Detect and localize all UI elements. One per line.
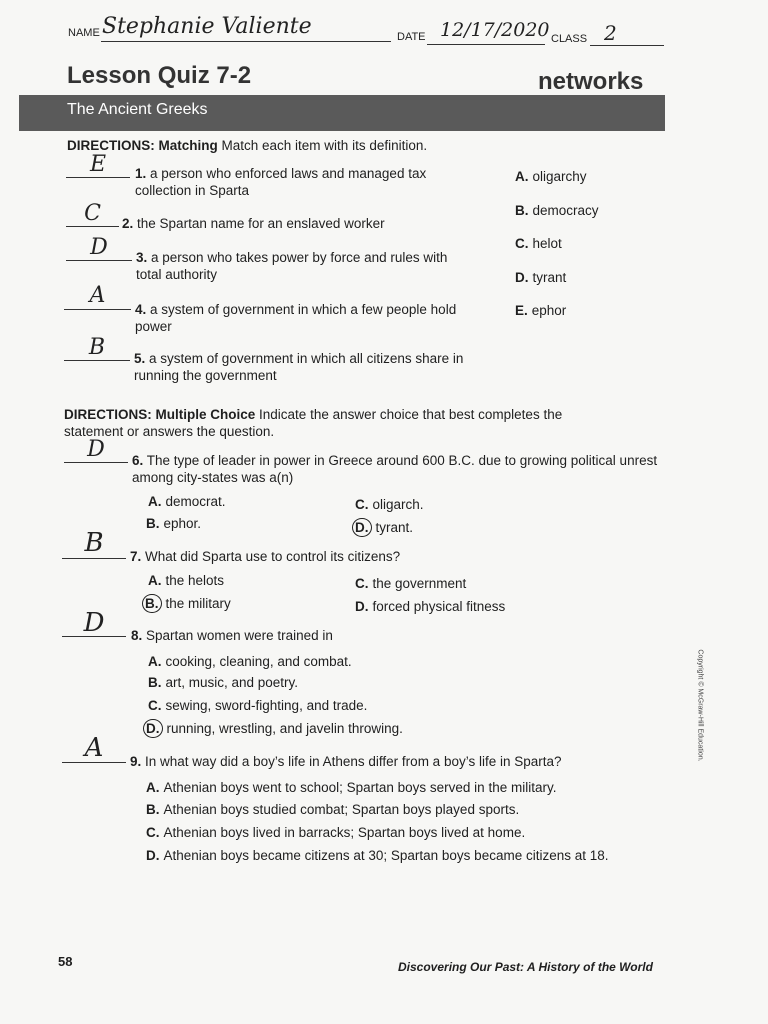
- q6-choice-c: C. oligarch.: [355, 497, 424, 512]
- matching-item-4: 4. a system of government in which a few people hold power: [135, 302, 457, 334]
- answer-1: E: [89, 152, 107, 177]
- answer-7: B: [84, 528, 104, 558]
- date-value: 12/17/2020: [440, 19, 550, 41]
- question-6: 6. The type of leader in power in Greece around 600 B.C. due to growing political unrest among city-states was a(n): [132, 453, 658, 485]
- answer-5: B: [88, 335, 106, 360]
- quiz-title: Lesson Quiz 7-2: [67, 62, 252, 89]
- q9-choice-a: A. Athenian boys went to school; Spartan boys served in the military.: [146, 780, 557, 795]
- option-e: E. ephor: [515, 303, 567, 318]
- copyright-note: Copyright © McGraw-Hill Education.: [696, 649, 704, 762]
- answer-3: D: [90, 235, 108, 260]
- matching-item-2: 2. the Spartan name for an enslaved worker: [122, 216, 385, 231]
- answer-6: D: [87, 437, 105, 462]
- answer-9: A: [84, 733, 104, 763]
- matching-directions-label: DIRECTIONS: Matching: [67, 138, 218, 153]
- q7-choice-b: B. the military: [142, 594, 231, 613]
- q7-choice-d: D. forced physical fitness: [355, 599, 506, 614]
- page-number: 58: [58, 954, 73, 969]
- matching-item-5: 5. a system of government in which all citizens share in running the government: [134, 351, 464, 383]
- answer-8: D: [83, 608, 105, 638]
- option-d: D. tyrant: [515, 270, 567, 285]
- q8-choice-d: D. running, wrestling, and javelin throwing.: [143, 719, 403, 738]
- q6-choice-a: A. democrat.: [148, 494, 226, 509]
- matching-item-3: 3. a person who takes power by force and rules with total authority: [136, 250, 448, 282]
- class-line: [590, 45, 664, 46]
- q6-choice-d: D. tyrant.: [352, 518, 413, 537]
- name-value: Stephanie Valiente: [102, 14, 312, 39]
- answer-2: C: [84, 201, 101, 226]
- question-9: 9. In what way did a boy’s life in Athens differ from a boy’s life in Sparta?: [130, 754, 562, 769]
- name-label: NAME: [68, 27, 100, 39]
- q9-choice-b: B. Athenian boys studied combat; Spartan boys played sports.: [146, 802, 520, 817]
- q7-choice-c: C. the government: [355, 576, 467, 591]
- q9-choice-c: C. Athenian boys lived in barracks; Spartan boys lived at home.: [146, 825, 526, 840]
- option-a: A. oligarchy: [515, 169, 587, 184]
- q8-choice-b: B. art, music, and poetry.: [148, 675, 299, 690]
- q7-choice-a: A. the helots: [148, 573, 225, 588]
- question-7: 7. What did Sparta use to control its citizens?: [130, 549, 401, 564]
- matching-item-1: 1. a person who enforced laws and managed tax collection in Sparta: [135, 166, 427, 198]
- date-line: [427, 44, 545, 45]
- question-8: 8. Spartan women were trained in: [131, 628, 333, 643]
- option-c: C. helot: [515, 236, 562, 251]
- q9-choice-d: D. Athenian boys became citizens at 30; Spartan boys became citizens at 18.: [146, 848, 609, 863]
- class-label: CLASS: [551, 33, 588, 45]
- date-label: DATE: [397, 31, 426, 43]
- answer-4: A: [89, 283, 106, 308]
- matching-directions-text: Match each item with its definition.: [221, 138, 428, 153]
- class-value: 2: [604, 21, 617, 45]
- q8-choice-a: A. cooking, cleaning, and combat.: [148, 654, 352, 669]
- q8-choice-c: C. sewing, sword-fighting, and trade.: [148, 698, 368, 713]
- brand-logo: networks: [538, 68, 644, 95]
- q6-choice-b: B. ephor.: [146, 516, 202, 531]
- book-title: Discovering Our Past: A History of the World: [398, 960, 653, 974]
- name-line: [101, 41, 391, 42]
- option-b: B. democracy: [515, 203, 599, 218]
- mc-directions: DIRECTIONS: Multiple Choice Indicate the answer choice that best completes the statement or answers the question.: [64, 407, 563, 439]
- subtitle: The Ancient Greeks: [67, 101, 208, 118]
